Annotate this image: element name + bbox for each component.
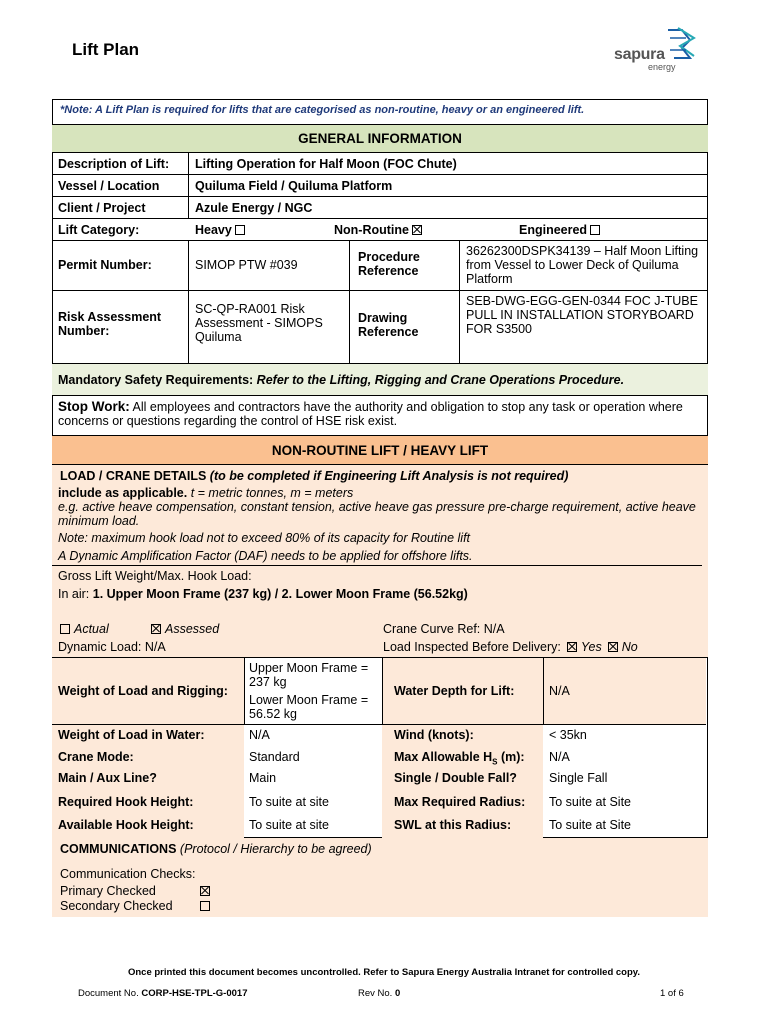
lift-category-row (52, 219, 708, 241)
revision-value: 0 (394, 988, 401, 999)
stop-work-text: All employees and contractors have the authority and obligation to stop any task or operation where concerns or questions regarding the control of HSE risk exist. (58, 400, 683, 428)
weight-value-upper: Upper Moon Frame = 237 kg (249, 661, 369, 689)
main-aux-label: Main / Aux Line? (58, 771, 157, 785)
stop-work-label: Stop Work: (58, 399, 130, 414)
assessed-checkbox[interactable] (151, 624, 161, 634)
swl-value: To suite at Site (549, 818, 631, 832)
include-line (58, 486, 353, 500)
load-details-table (52, 658, 708, 838)
no-checkbox[interactable] (608, 642, 618, 652)
stop-work (52, 396, 708, 436)
communication-checks-label: Communication Checks: (60, 867, 196, 881)
swl-label: SWL at this Radius: (394, 818, 512, 832)
actual-label: Actual (74, 622, 109, 636)
risk-assessment-label: Risk Assessment Number: (58, 310, 162, 338)
risk-assessment-value: SC-QP-RA001 Risk Assessment - SIMOPS Quiluma (195, 302, 323, 344)
non-routine-label: Non-Routine (334, 223, 409, 237)
msr-value: Refer to the Lifting, Rigging and Crane Operations Procedure. (256, 373, 625, 387)
no-label: No (621, 640, 638, 654)
logo-mark-icon (660, 26, 700, 66)
fall-label: Single / Double Fall? (394, 771, 517, 785)
communications-title-note: (Protocol / Hierarchy to be agreed) (179, 842, 372, 856)
hook-load-note: Note: maximum hook load not to exceed 80% of its capacity for Routine lift (58, 531, 471, 545)
engineered-label: Engineered (519, 223, 588, 237)
vessel-value: Quiluma Field / Quiluma Platform (195, 179, 393, 193)
max-hs-subscript: S (492, 757, 498, 767)
vessel-row (52, 175, 708, 197)
permit-label: Permit Number: (58, 258, 152, 272)
sapura-energy-logo (610, 26, 710, 74)
non-routine-option[interactable] (334, 223, 422, 237)
description-label: Description of Lift: (58, 157, 170, 171)
communications-title (60, 842, 372, 856)
water-depth-value: N/A (549, 684, 570, 698)
in-air-line (58, 587, 468, 601)
divider (188, 153, 189, 219)
in-air-value: 1. Upper Moon Frame (237 kg) / 2. Lower Moon Frame (56.52kg) (92, 587, 468, 601)
heavy-label: Heavy (195, 223, 232, 237)
available-hook-value: To suite at site (249, 818, 329, 832)
non-routine-heading: NON-ROUTINE LIFT / HEAVY LIFT (52, 436, 708, 465)
max-hs-label (394, 750, 525, 767)
engineered-checkbox[interactable] (590, 225, 600, 235)
revision-number (358, 988, 400, 999)
assessed-label: Assessed (165, 622, 220, 636)
document-number-label: Document No. (78, 988, 139, 999)
load-crane-details (52, 465, 708, 658)
max-hs-unit: (m): (497, 750, 525, 764)
yes-label: Yes (580, 640, 602, 654)
drawing-reference-value: SEB-DWG-EGG-GEN-0344 FOC J-TUBE PULL IN INSTALLATION STORYBOARD FOR S3500 (466, 294, 698, 336)
heavy-checkbox[interactable] (235, 225, 245, 235)
load-inspected (383, 640, 638, 654)
page-title: Lift Plan (72, 40, 140, 59)
crane-curve-ref: Crane Curve Ref: N/A (383, 622, 505, 636)
client-row (52, 197, 708, 219)
max-radius-value: To suite at Site (549, 795, 631, 809)
weight-in-water-label: Weight of Load in Water: (58, 728, 205, 742)
divider (459, 241, 460, 364)
msr-label: Mandatory Safety Requirements: (58, 373, 254, 387)
yes-checkbox[interactable] (567, 642, 577, 652)
weight-label: Weight of Load and Rigging: (58, 684, 228, 698)
required-hook-label: Required Hook Height: (58, 795, 194, 809)
required-hook-value: To suite at site (249, 795, 329, 809)
crane-mode-label: Crane Mode: (58, 750, 134, 764)
max-hs-value: N/A (549, 750, 570, 764)
lift-category-label: Lift Category: (58, 223, 140, 237)
divider (52, 565, 702, 566)
permit-value: SIMOP PTW #039 (195, 258, 298, 272)
primary-checked-checkbox[interactable] (200, 886, 210, 896)
permit-row (52, 241, 708, 291)
weight-value-lower: Lower Moon Frame = 56.52 kg (249, 693, 369, 721)
in-air-label: In air: (58, 587, 90, 601)
crane-mode-value: Standard (249, 750, 300, 764)
available-hook-label: Available Hook Height: (58, 818, 194, 832)
eg-text: e.g. active heave compensation, constant tension, active heave gas pressure pre-charge requirement, active heave minimum load. (58, 500, 696, 528)
client-label: Client / Project (58, 201, 146, 215)
engineered-option[interactable] (519, 223, 600, 237)
risk-assessment-row (52, 291, 708, 364)
actual-checkbox[interactable] (60, 624, 70, 634)
secondary-checked-checkbox[interactable] (200, 901, 210, 911)
communications-title-text: COMMUNICATIONS (60, 842, 177, 856)
divider (188, 241, 189, 364)
communications-section (52, 838, 708, 917)
mandatory-safety-requirements (52, 364, 708, 396)
gross-lift-label: Gross Lift Weight/Max. Hook Load: (58, 569, 252, 583)
vessel-label: Vessel / Location (58, 179, 160, 193)
actual-option[interactable] (60, 622, 109, 636)
fall-value: Single Fall (549, 771, 608, 785)
logo-text: sapura (614, 46, 665, 63)
drawing-reference-label: Drawing Reference (358, 311, 419, 339)
water-depth-label: Water Depth for Lift: (394, 684, 515, 698)
load-crane-title (60, 469, 568, 483)
assessed-option[interactable] (151, 622, 219, 636)
divider (543, 658, 544, 724)
wind-value: < 35kn (549, 728, 587, 742)
client-value: Azule Energy / NGC (195, 201, 313, 215)
page-number: 1 of 6 (660, 988, 684, 999)
divider (52, 724, 706, 725)
max-hs-label-text: Max Allowable H (394, 750, 493, 764)
revision-label: Rev No. (358, 988, 393, 999)
include-units: t = metric tonnes, m = meters (190, 486, 354, 500)
logo-subtext: energy (648, 62, 676, 72)
heavy-option[interactable] (195, 223, 245, 237)
load-crane-title-text: LOAD / CRANE DETAILS (60, 469, 207, 483)
divider (382, 658, 383, 724)
daf-note: A Dynamic Amplification Factor (DAF) needs to be applied for offshore lifts. (58, 549, 473, 563)
load-crane-title-note: (to be completed if Engineering Lift Analysis is not required) (209, 469, 569, 483)
max-radius-label: Max Required Radius: (394, 795, 526, 809)
main-aux-value: Main (249, 771, 277, 785)
procedure-reference-label: Procedure Reference (358, 250, 420, 278)
secondary-checked-label: Secondary Checked (60, 899, 173, 913)
dynamic-load: Dynamic Load: N/A (58, 640, 166, 654)
description-row (52, 153, 708, 175)
document-number-value: CORP-HSE-TPL-G-0017 (141, 988, 248, 999)
document-number (78, 988, 247, 999)
weight-in-water-value: N/A (249, 728, 270, 742)
primary-checked-label: Primary Checked (60, 884, 156, 898)
divider (244, 658, 245, 724)
wind-label: Wind (knots): (394, 728, 474, 742)
lift-plan-note: *Note: A Lift Plan is required for lifts that are categorised as non-routine, heavy or an engineered lift. (52, 99, 708, 125)
procedure-reference-value: 36262300DSPK34139 – Half Moon Lifting from Vessel to Lower Deck of Quiluma Platform (466, 244, 699, 286)
include-label: include as applicable. (58, 486, 188, 500)
general-information-heading: GENERAL INFORMATION (52, 125, 708, 153)
description-value: Lifting Operation for Half Moon (FOC Chute) (195, 157, 457, 171)
non-routine-checkbox[interactable] (412, 225, 422, 235)
uncontrolled-disclaimer: Once printed this document becomes uncontrolled. Refer to Sapura Energy Australia Intranet for controlled copy. (127, 967, 641, 978)
load-inspected-label: Load Inspected Before Delivery: (383, 640, 561, 654)
divider (349, 241, 350, 364)
